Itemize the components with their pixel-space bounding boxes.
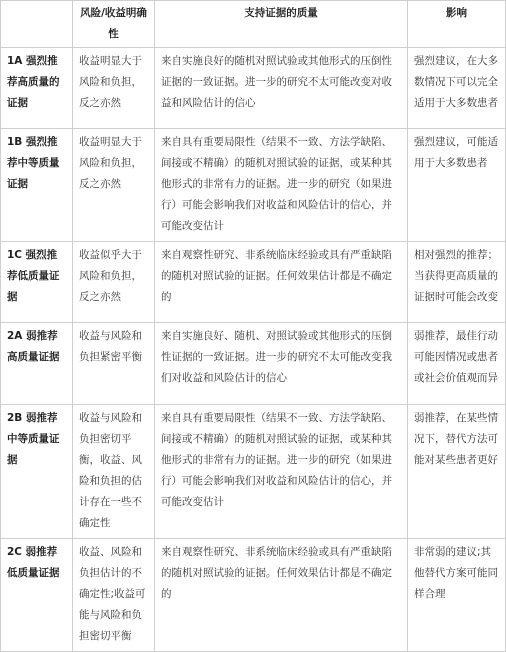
evidence-cell: 来自观察性研究、非系统临床经验或具有严重缺陷的随机对照试验的证据。任何效果估计都是不确定的 (155, 242, 408, 323)
table-header-row (1, 1, 506, 48)
header-implication: 影响 (408, 1, 506, 48)
header-grade (1, 1, 73, 48)
grade-cell: 1C 强烈推荐低质量证据 (1, 242, 73, 323)
implication-cell: 弱推荐，最佳行动可能因情况或患者或社会价值观而异 (408, 323, 506, 405)
evidence-cell: 来自实施良好、随机、对照试验或其他形式的压倒性证据的一致证据。进一步的研究不太可能改变我们对收益和风险估计的信心 (155, 323, 408, 405)
header-evidence-quality: 支持证据的质量 (155, 1, 408, 48)
evidence-cell: 来自具有重要局限性（结果不一致、方法学缺陷、间接或不精确）的随机对照试验的证据，或某种其他形式的非常有力的证据。进一步的研究（如果进行）可能会影响我们对收益和风险估计的信心，并可能改变估计 (155, 405, 408, 539)
header-clarity: 风险/收益明确性 (73, 1, 155, 48)
evidence-cell: 来自观察性研究、非系统临床经验或具有严重缺陷的随机对照试验的证据。任何效果估计都是不确定的 (155, 539, 408, 652)
table-row (1, 129, 506, 242)
table-row (1, 242, 506, 323)
grade-cell: 1B 强烈推荐中等质量证据 (1, 129, 73, 242)
implication-cell: 相对强烈的推荐；当获得更高质量的证据时可能会改变 (408, 242, 506, 323)
implication-cell: 强烈建议，在大多数情况下可以完全适用于大多数患者 (408, 48, 506, 129)
table-row (1, 539, 506, 652)
table-row (1, 323, 506, 405)
table-row (1, 48, 506, 129)
clarity-cell: 收益、风险和负担估计的不确定性;收益可能与风险和负担密切平衡 (73, 539, 155, 652)
implication-cell: 非常弱的建议;其他替代方案可能同样合理 (408, 539, 506, 652)
grade-cell: 2A 弱推荐高质量证据 (1, 323, 73, 405)
evidence-cell: 来自具有重要局限性（结果不一致、方法学缺陷、间接或不精确）的随机对照试验的证据，或某种其他形式的非常有力的证据。进一步的研究（如果进行）可能会影响我们对收益和风险估计的信心，并可能改变估计 (155, 129, 408, 242)
clarity-cell: 收益与风险和负担密切平衡，收益、风险和负担的估计存在一些不确定性 (73, 405, 155, 539)
evidence-cell: 来自实施良好的随机对照试验或其他形式的压倒性证据的一致证据。进一步的研究不太可能改变对收益和风险估计的信心 (155, 48, 408, 129)
clarity-cell: 收益似乎大于风险和负担，反之亦然 (73, 242, 155, 323)
clarity-cell: 收益明显大于风险和负担，反之亦然 (73, 48, 155, 129)
implication-cell: 强烈建议，可能适用于大多数患者 (408, 129, 506, 242)
clarity-cell: 收益明显大于风险和负担，反之亦然 (73, 129, 155, 242)
grade-cell: 2B 弱推荐中等质量证据 (1, 405, 73, 539)
grade-cell: 1A 强烈推荐高质量的证据 (1, 48, 73, 129)
table-row (1, 405, 506, 539)
implication-cell: 弱推荐，在某些情况下，替代方法可能对某些患者更好 (408, 405, 506, 539)
clarity-cell: 收益与风险和负担紧密平衡 (73, 323, 155, 405)
grade-cell: 2C 弱推荐低质量证据 (1, 539, 73, 652)
